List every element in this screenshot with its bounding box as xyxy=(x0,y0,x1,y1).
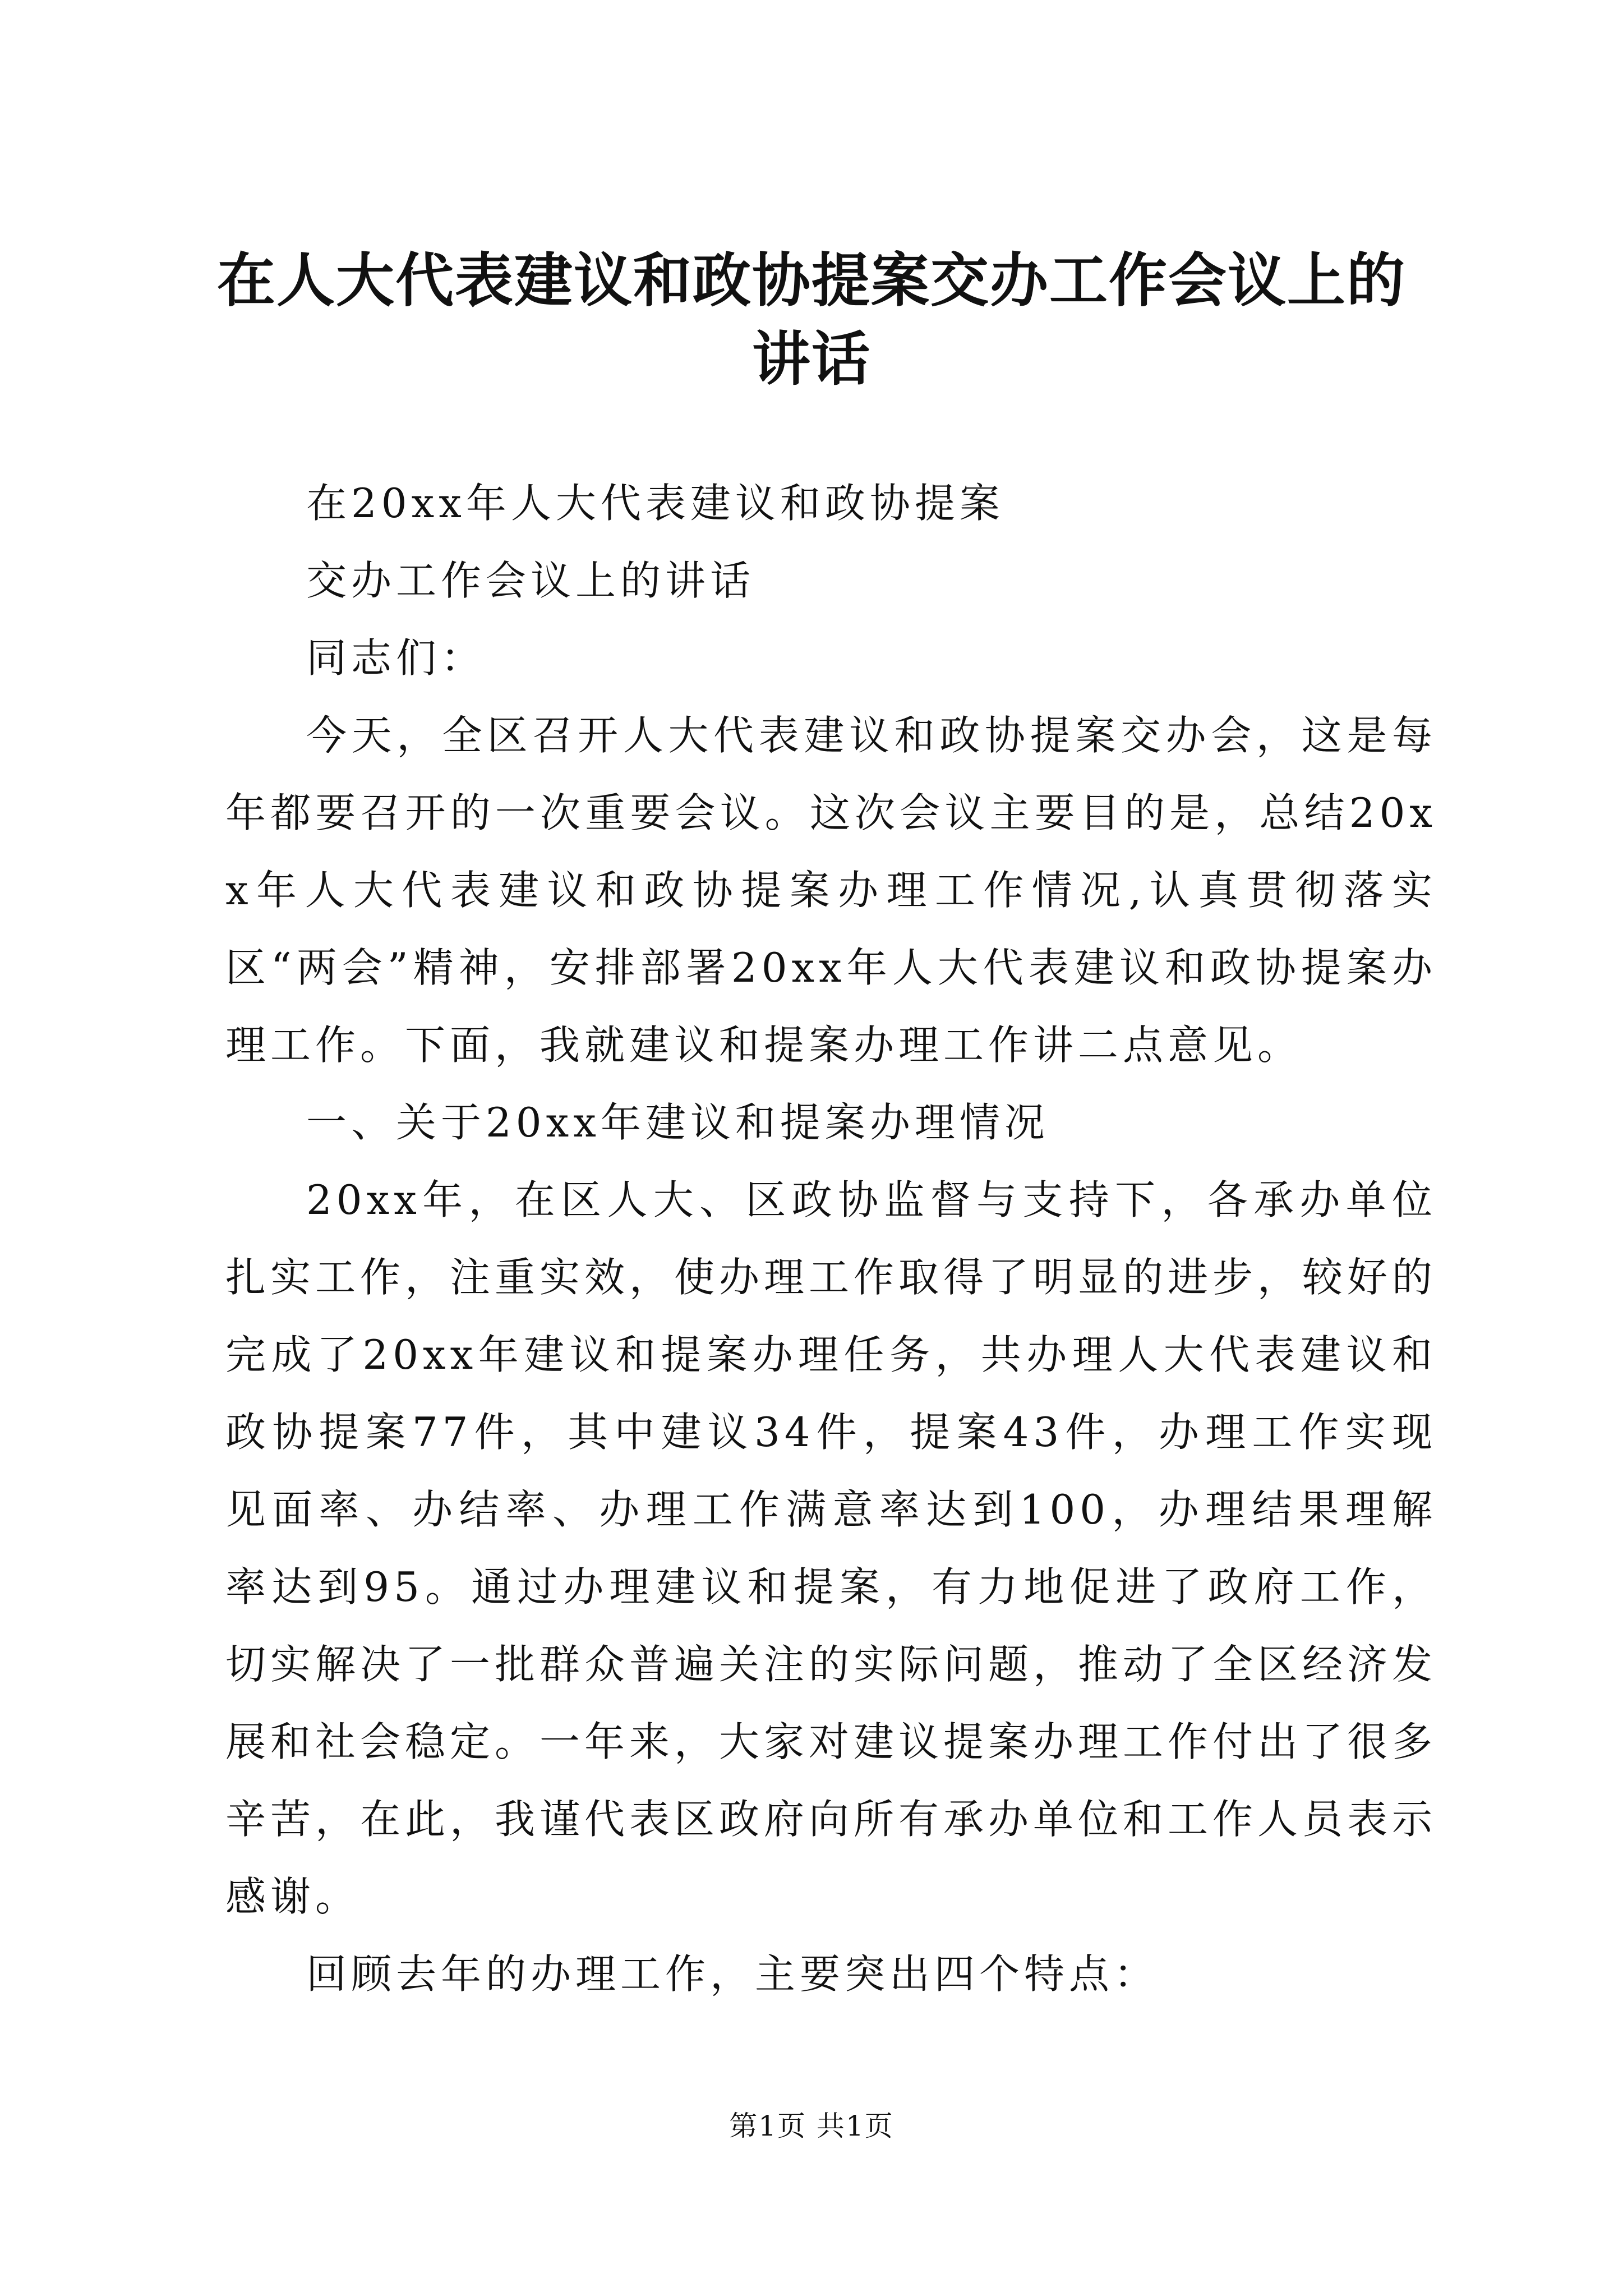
section-heading: 一、关于20xx年建议和提案办理情况 xyxy=(306,1099,1049,1146)
page-footer: 第1页 共1页 xyxy=(729,2110,894,2142)
title-line-2: 讲话 xyxy=(751,324,871,393)
document-body xyxy=(225,464,1437,2013)
body-paragraph: 20xx年，在区人大、区政协监督与支持下，各承办单位扎实工作，注重实效，使办理工作取得了明显的进步，较好的完成了20xx年建议和提案办理任务，共办理人大代表建议和政协提案77件，其中建议34件，提案43件，办理工作实现见面率、办结率、办理工作满意率达到100，办理结果理解率达到95。通过办理建议和提案，有力地促进了政府工作，切实解决了一批群众普遍关注的实际问题，推动了全区经济发展和社会稳定。一年来，大家对建议提案办理工作付出了很多辛苦，在此，我谨代表区政府向所有承办单位和工作人员表示感谢。 xyxy=(225,1176,1437,1920)
document-title xyxy=(168,241,1455,398)
salutation: 同志们： xyxy=(306,634,486,682)
subtitle-line-1: 在20xx年人大代表建议和政协提案 xyxy=(306,480,1004,527)
subtitle-line-2: 交办工作会议上的讲话 xyxy=(306,557,755,604)
body-paragraph: 回顾去年的办理工作，主要突出四个特点： xyxy=(306,1950,1159,1998)
body-paragraph: 今天，全区召开人大代表建议和政协提案交办会，这是每年都要召开的一次重要会议。这次会议主要目的是，总结20xx年人大代表建议和政协提案办理工作情况,认真贯彻落实区“两会”精神，安排部署20xx年人大代表建议和政协提案办理工作。下面，我就建议和提案办理工作讲二点意见。 xyxy=(225,712,1437,1069)
title-line-1: 在人大代表建议和政协提案交办工作会议上的 xyxy=(216,246,1406,315)
